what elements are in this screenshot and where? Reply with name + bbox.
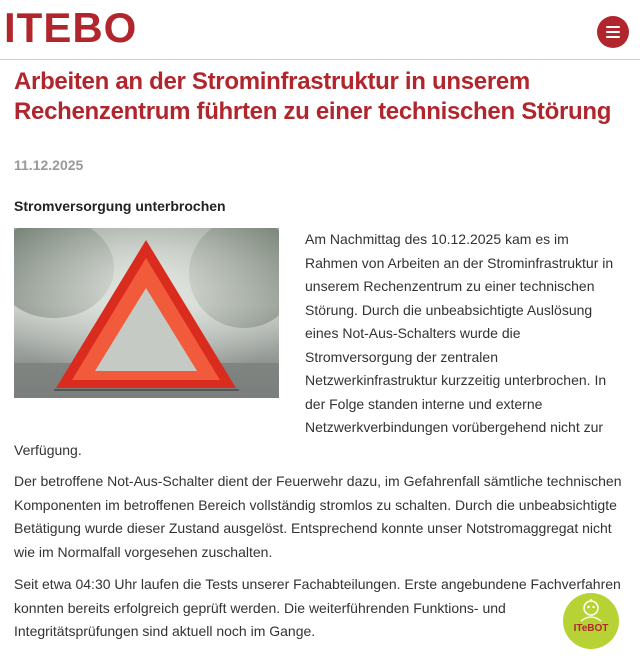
site-logo[interactable]: ITEBO (4, 4, 138, 51)
chatbot-button[interactable] (563, 593, 619, 649)
article-paragraph-3: Seit etwa 04:30 Uhr laufen die Tests unserer Fachabteilungen. Erste angebundene Fachverfahren konnten bereits erfolgreich geprüft werden. Die weiterführenden Funktions- und Integritätsprüfungen sind aktuell noch im Gange. (14, 576, 621, 639)
article-paragraph-1: Am Nachmittag des 10.12.2025 kam es im Rahmen von Arbeiten an der Strominfrastruktur in unserem Rechenzentrum zu einer technischen Störung. Durch die unbeabsichtigte Auslösung eines Not-Aus-Schalters wurde die Stromversorgung der zentralen Netzwerkinfrastruktur kurzzeitig unterbrochen. In der Folge standen interne und externe Netzwerkverbindungen vorübergehend nicht zur (305, 231, 614, 435)
article-title: Arbeiten an der Strominfrastruktur in unserem Rechenzentrum führten zu einer technischen Störung (14, 68, 612, 125)
robot-icon (577, 599, 605, 623)
article-paragraph-1-tail: Verfügung. (14, 442, 82, 458)
site-header (0, 0, 640, 60)
article-date: 11.12.2025 (14, 157, 84, 173)
hamburger-icon (606, 26, 620, 38)
article-subheading: Stromversorgung unterbrochen (14, 198, 226, 214)
warning-triangle-icon (14, 228, 279, 398)
article-paragraph-2: Der betroffene Not-Aus-Schalter dient der Feuerwehr dazu, im Gefahrenfall sämtliche technischen Komponenten im betroffenen Bereich vollständig stromlos zu schalten. Durch die unbeabsichtigte Betätigung wurde dieser Zustand ausgelöst. Entsprechend konnte unser Notstromaggregat nicht wie im Normalfall vorgesehen zuschalten. (14, 473, 622, 560)
article-image (14, 228, 279, 398)
chatbot-label: ITeBOT (573, 623, 609, 634)
menu-button[interactable] (597, 16, 629, 48)
